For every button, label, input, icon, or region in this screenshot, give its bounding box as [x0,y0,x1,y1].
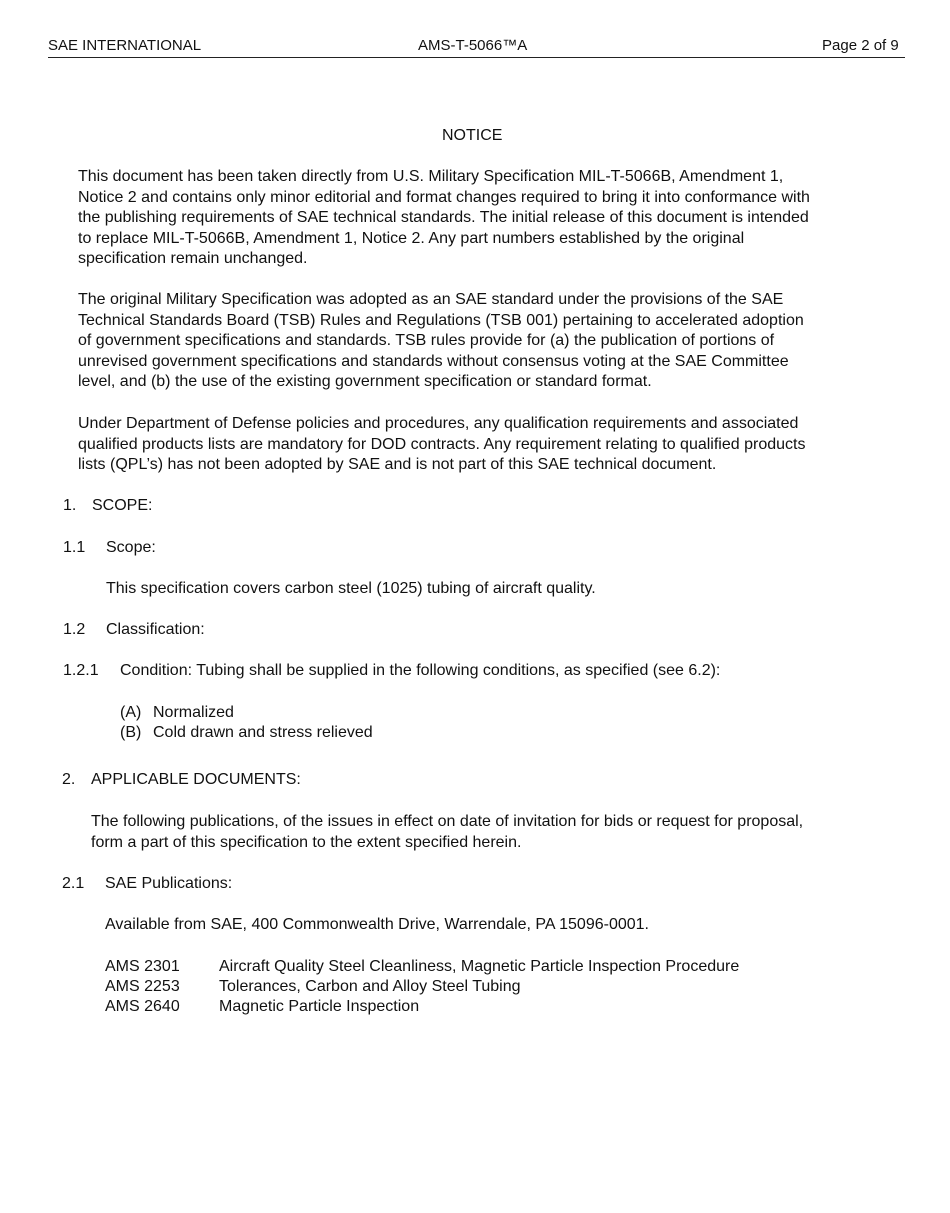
section-2-1-number: 2.1 [62,875,85,892]
header-page-number: Page 2 of 9 [822,37,899,54]
header-rule [48,57,905,58]
section-1-1-title: Scope: [106,539,156,556]
notice-title: NOTICE [442,127,503,144]
section-2-title: APPLICABLE DOCUMENTS: [91,771,301,788]
section-1-2-1-text: Condition: Tubing shall be supplied in the following conditions, as specified (see 6.2): [120,662,721,679]
text-line: form a part of this specification to the extent specified herein. [91,833,522,851]
condition-b-text: Cold drawn and stress relieved [153,724,373,741]
reference-doc-title: Magnetic Particle Inspection [219,998,420,1015]
section-1-1-number: 1.1 [63,539,86,556]
reference-doc-title: Aircraft Quality Steel Cleanliness, Magnetic Particle Inspection Procedure [219,958,740,975]
text-line: Under Department of Defense policies and procedures, any qualification requirements and associated [78,415,799,432]
text-line: The following publications, of the issues in effect on date of invitation for bids or request for proposal, [91,813,804,830]
condition-b-label: (B) [120,724,142,741]
text-line: This document has been taken directly from U.S. Military Specification MIL-T-5066B, Amendment 1, [78,168,784,185]
text-line: lists (QPL’s) has not been adopted by SAE and is not part of this SAE technical document. [78,456,717,473]
section-1-1-body: This specification covers carbon steel (1025) tubing of aircraft quality. [106,580,596,597]
condition-a-label: (A) [120,704,142,721]
header-document-number: AMS-T-5066™A [418,37,528,54]
condition-a-text: Normalized [153,704,234,721]
section-1-number: 1. [63,497,77,514]
reference-doc-id: AMS 2253 [105,978,180,995]
section-1-2-number: 1.2 [63,621,86,638]
text-line: The original Military Specification was adopted as an SAE standard under the provisions of the SAE [78,291,784,308]
text-line: of government specifications and standards. TSB rules provide for (a) the publication of portions of [78,332,775,349]
notice-paragraph-2 [78,290,804,393]
reference-doc-id: AMS 2301 [105,958,180,975]
section-1-2-title: Classification: [106,621,205,638]
text-line: qualified products lists are mandatory for DOD contracts. Any requirement relating to qualified products [78,435,806,453]
header-left: SAE INTERNATIONAL [48,37,202,54]
section-2-body [91,812,803,853]
text-line: Technical Standards Board (TSB) Rules and Regulations (TSB 001) pertaining to accelerated adoption [78,311,804,329]
text-line: unrevised government specifications and standards without consensus voting at the SAE Committee [78,352,789,370]
notice-paragraph-1 [78,167,810,270]
section-2-number: 2. [62,771,76,788]
notice-paragraph-3 [78,414,805,476]
text-line: to replace MIL-T-5066B, Amendment 1, Notice 2. Any part numbers established by the original [78,229,745,247]
section-1-2-1-number: 1.2.1 [63,662,99,679]
reference-doc-id: AMS 2640 [105,998,180,1015]
text-line: level, and (b) the use of the existing government specification or standard format. [78,373,652,390]
section-1-title: SCOPE: [92,497,153,514]
section-2-1-title: SAE Publications: [105,875,233,892]
text-line: the publishing requirements of SAE technical standards. The initial release of this document is intended [78,209,809,226]
text-line: Notice 2 and contains only minor editorial and format changes required to bring it into conformance with [78,188,810,206]
section-2-1-availability: Available from SAE, 400 Commonwealth Drive, Warrendale, PA 15096-0001. [105,916,649,933]
text-line: specification remain unchanged. [78,250,308,267]
reference-doc-title: Tolerances, Carbon and Alloy Steel Tubing [219,978,521,995]
